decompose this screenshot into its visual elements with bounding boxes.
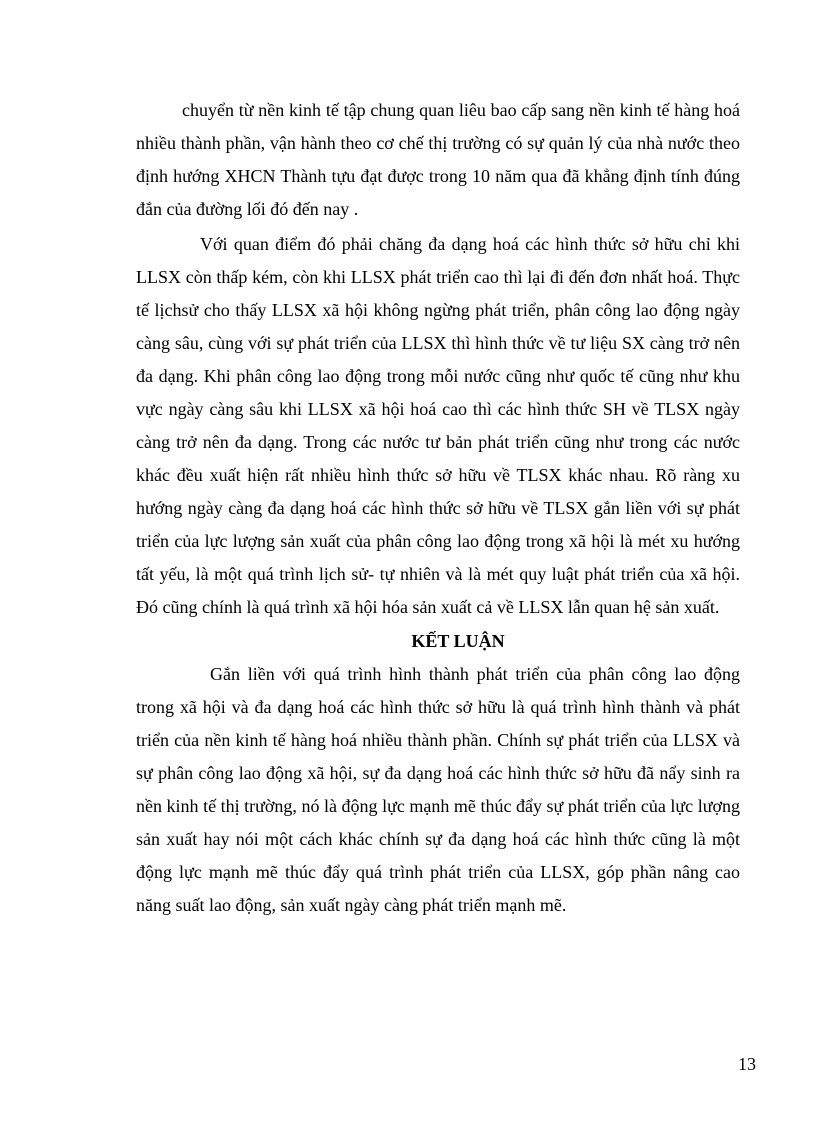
section-heading: KẾT LUẬN (411, 631, 505, 651)
page-number: 13 (738, 1054, 756, 1074)
body-paragraph: chuyển từ nền kinh tế tập chung quan liêu bao cấp sang nền kinh tế hàng hoá nhiều thành phần, vận hành theo cơ chế thị trường có sự quản lý của nhà nước theo định hướng XHCN Thành tựu đạt được trong 10 năm qua đã khẳng định tính đúng đắn của đường lối đó đến nay . (136, 100, 740, 219)
body-paragraph: Với quan điểm đó phải chăng đa dạng hoá các hình thức sở hữu chỉ khi LLSX còn thấp kém, còn khi LLSX phát triển cao thì lại đi đến đơn nhất hoá. Thực tế lịchsử cho thấy LLSX xã hội không ngừng phát triển, phân công lao động ngày càng sâu, cùng với sự phát triển của LLSX thì hình thức về tư liệu SX càng trở nên đa dạng. Khi phân công lao động trong mỗi nước cũng như quốc tế cũng như khu vực ngày càng sâu khi LLSX xã hội hoá cao thì các hình thức SH về TLSX ngày càng trở nên đa dạng. Trong các nước tư bản phát triển cũng như trong các nước khác đều xuất hiện rất nhiều hình thức sở hữu về TLSX khác nhau. Rõ ràng xu hướng ngày càng đa dạng hoá các hình thức sở hữu về TLSX gắn liền với sự phát triển của lực lượng sản xuất của phân công lao động trong xã hội là mét xu hướng tất yếu, là một quá trình lịch sử- tự nhiên và là mét quy luật phát triển của xã hội. Đó cũng chính là quá trình xã hội hóa sản xuất cả về LLSX lẫn quan hệ sản xuất. (136, 234, 740, 617)
conclusion-paragraph: Gắn liền với quá trình hình thành phát triển của phân công lao động trong xã hội và đa dạng hoá các hình thức sở hữu là quá trình hình thành và phát triển của nền kinh tế hàng hoá nhiều thành phần. Chính sự phát triển của LLSX và sự phân công lao động xã hội, sự đa dạng hoá các hình thức sở hữu đã nẩy sinh ra nền kinh tế thị trường, nó là động lực mạnh mẽ thúc đẩy sự phát triển của lực lượng sản xuất hay nói một cách khác chính sự đa dạng hoá các hình thức cũng là một động lực mạnh mẽ thúc đẩy quá trình phát triển của LLSX, góp phần nâng cao năng suất lao động, sản xuất ngày càng phát triển mạnh mẽ. (136, 664, 740, 915)
document-page (136, 94, 740, 922)
